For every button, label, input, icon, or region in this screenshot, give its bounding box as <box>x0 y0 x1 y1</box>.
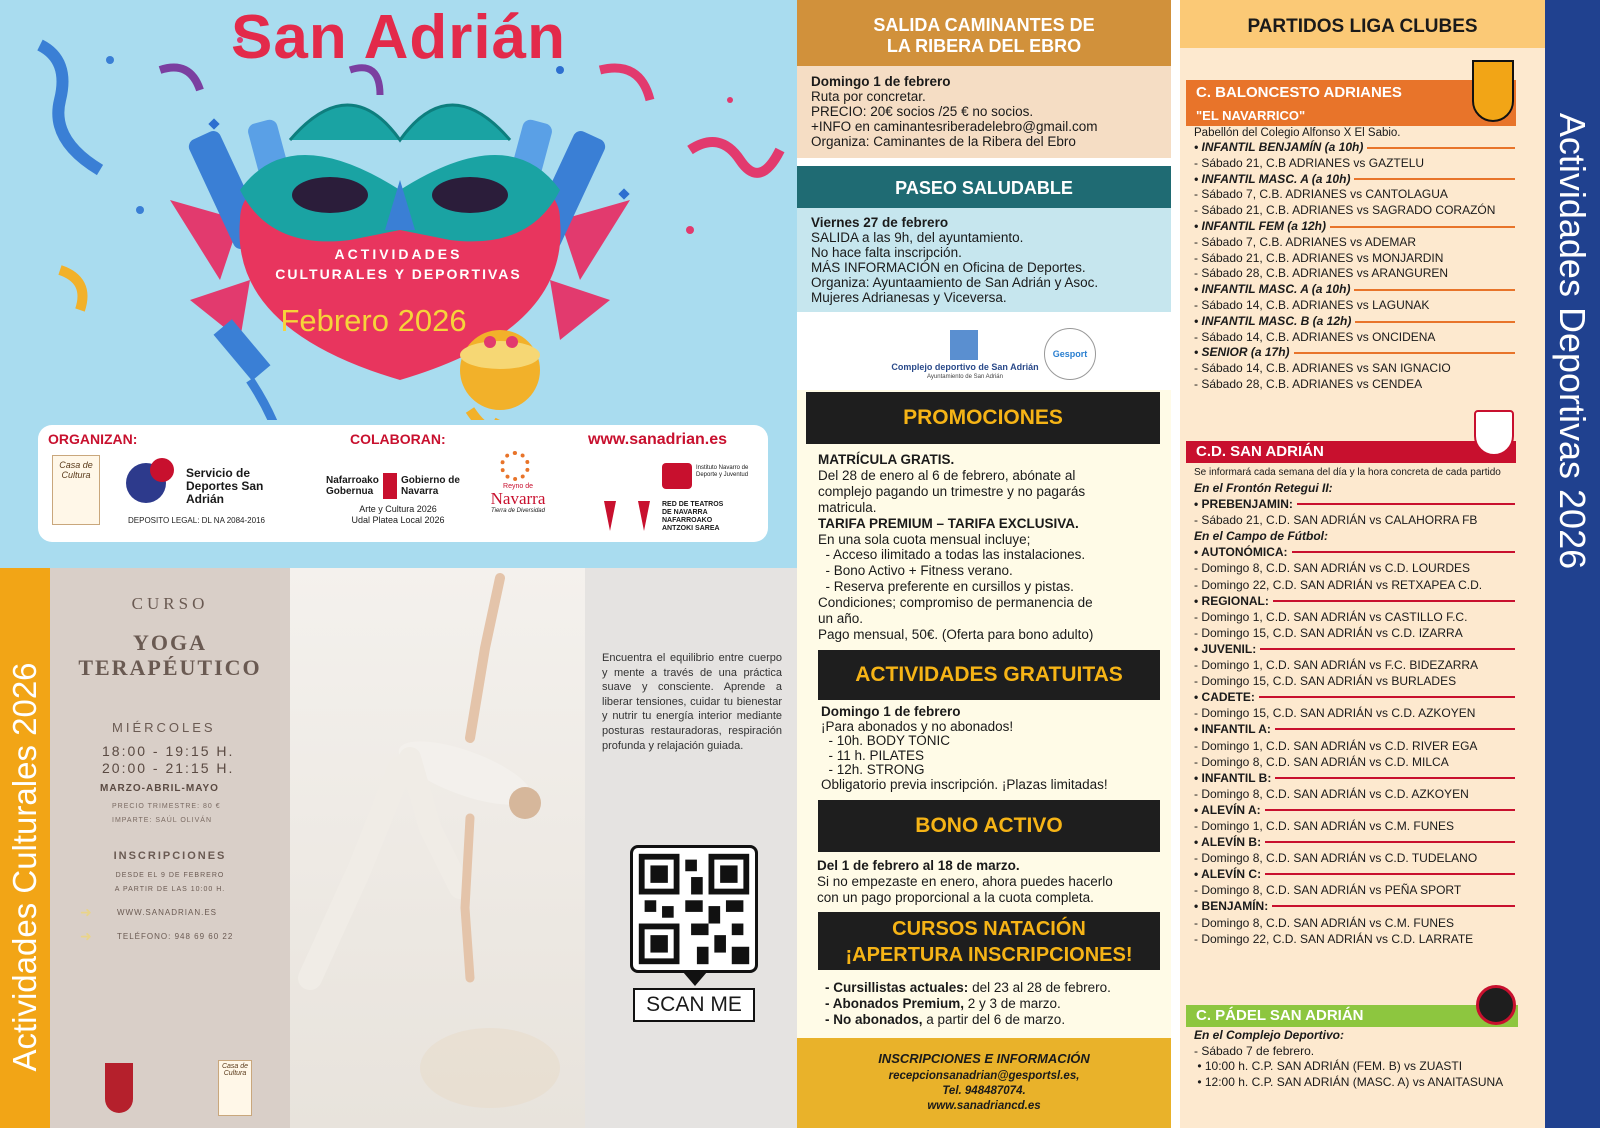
instituto-navarro: Instituto Navarro de Deporte y Juventud <box>696 465 749 478</box>
colaboran-label: COLABORAN: <box>350 431 446 447</box>
category-label: • AUTONÓMICA: <box>1194 545 1288 560</box>
category-divider <box>1265 841 1515 843</box>
venue-label: En el Complejo Deportivo: <box>1194 1028 1345 1042</box>
match-label: - Sábado 7, C.B. ADRIANES vs ADEMAR <box>1194 234 1417 249</box>
servicio-deportes-text: Servicio de Deportes San Adrián <box>186 466 264 506</box>
left-vertical-title: Actividades Culturales 2026 <box>6 662 43 1072</box>
town-shield-logo <box>105 1063 133 1113</box>
caminantes-date: Domingo 1 de febrero <box>811 74 951 89</box>
match-label: - Domingo 8, C.D. SAN ADRIÁN vs PEÑA SPORT <box>1194 883 1462 898</box>
match-row <box>1194 377 1539 393</box>
complejo-name: Complejo deportivo de San Adrián <box>891 362 1039 372</box>
casa-cultura-logo-small: Casa de Cultura <box>218 1060 252 1116</box>
category-row <box>1194 544 1539 560</box>
natacion-line-bold: - No abonados, <box>825 1012 923 1027</box>
yoga-months: MARZO-ABRIL-MAYO <box>100 783 219 794</box>
match-row <box>1194 1044 1539 1060</box>
match-label: - Domingo 1, C.D. SAN ADRIÁN vs C.D. RIVER EGA <box>1194 738 1478 753</box>
cd-list <box>1194 480 1539 947</box>
gratuitas-line: - 11 h. PILATES <box>821 747 925 763</box>
category-label: • INFANTIL MASC. B (a 12h) <box>1194 313 1352 328</box>
match-row <box>1194 298 1539 314</box>
promo-line: Del 28 de enero al 6 de febrero, abónate al <box>818 467 1076 483</box>
yoga-desde: DESDE EL 9 DE FEBRERO <box>115 872 225 879</box>
gobierno-navarra: Gobierno de Navarra <box>401 475 460 497</box>
caminantes-line: PRECIO: 20€ socios /25 € no socios. <box>811 104 1034 119</box>
match-row <box>1194 657 1539 673</box>
match-label: - Sábado 14, C.B. ADRIANES vs ONCIDENA <box>1194 329 1436 344</box>
category-divider <box>1260 648 1515 650</box>
match-label: - Domingo 1, C.D. SAN ADRIÁN vs CASTILLO F.C. <box>1194 609 1468 624</box>
yoga-web[interactable]: WWW.SANADRIAN.ES <box>117 908 218 917</box>
reyno-navarra-flower-icon <box>500 451 530 481</box>
baloncesto-list <box>1194 140 1539 393</box>
category-label: • ALEVÍN B: <box>1194 835 1262 850</box>
match-row <box>1194 818 1539 834</box>
caminantes-title-2: LA RIBERA DEL EBRO <box>886 36 1082 56</box>
caminantes-header <box>797 0 1171 66</box>
promo-line: matricula. <box>818 499 877 515</box>
promo-line: Condiciones; compromiso de permanencia de <box>818 595 1093 611</box>
arte-cultura: Arte y Cultura 2026 <box>359 504 437 514</box>
paseo-line: Organiza: Ayuntaamiento de San Adrián y Asoc. <box>811 275 1099 290</box>
category-label: • INFANTIL A: <box>1194 722 1271 737</box>
category-row <box>1194 219 1539 235</box>
servicio-deportes-dot-icon <box>150 458 174 482</box>
right-vertical-title: Actividades Deportivas 2026 <box>1552 112 1593 570</box>
promo-line: En una sola cuota mensual incluye; <box>818 531 1031 547</box>
padel-header: C. PÁDEL SAN ADRIÁN <box>1186 1005 1518 1027</box>
inscripciones-email[interactable]: recepcionsanadrian@gesportsl.es, <box>888 1070 1080 1082</box>
red-teatros-icon-2 <box>638 501 650 531</box>
qr-code[interactable] <box>630 845 758 973</box>
category-label: • INFANTIL FEM (a 12h) <box>1194 218 1326 233</box>
category-label: • PREBENJAMIN: <box>1194 497 1293 512</box>
natacion-line-text: 2 y 3 de marzo. <box>964 996 1061 1011</box>
category-row <box>1194 721 1539 737</box>
category-divider <box>1272 905 1515 907</box>
category-divider <box>1367 147 1515 149</box>
category-label: • SENIOR (a 17h) <box>1194 345 1290 360</box>
deposito-legal: DEPOSITO LEGAL: DL NA 2084-2016 <box>128 516 265 525</box>
poster-title: San Adrián <box>231 3 566 72</box>
yoga-telefono: TELÉFONO: 948 69 60 22 <box>117 932 234 941</box>
match-label: • 12:00 h. C.P. SAN ADRIÁN (MASC. A) vs ANAITASUNA <box>1194 1074 1504 1089</box>
match-label: - Domingo 8, C.D. SAN ADRIÁN vs C.D. AZKOYEN <box>1194 786 1469 801</box>
match-row <box>1194 235 1539 251</box>
cd-header: C.D. SAN ADRIÁN <box>1186 441 1516 463</box>
caminantes-body <box>797 66 1171 158</box>
reyno-navarra: Navarra <box>490 489 546 508</box>
match-row <box>1194 187 1539 203</box>
gratuitas-line: - 10h. BODY TONIC <box>821 733 951 749</box>
match-label: - Sábado 21, C.B ADRIANES vs GAZTELU <box>1194 155 1425 170</box>
organizan-label: ORGANIZAN: <box>48 431 138 447</box>
match-label: - Sábado 21, C.B. ADRIANES vs MONJARDIN <box>1194 250 1444 265</box>
match-label: - Domingo 8, C.D. SAN ADRIÁN vs C.D. TUDELANO <box>1194 851 1478 866</box>
tierra-diversidad: Tierra de Diversidad <box>491 508 545 514</box>
promo-line: Pago mensual, 50€. (Oferta para bono adulto) <box>818 626 1094 642</box>
category-divider <box>1330 226 1515 228</box>
paseo-line: SALIDA a las 9h, del ayuntamiento. <box>811 230 1024 245</box>
match-label: - Domingo 8, C.D. SAN ADRIÁN vs C.D. MILCA <box>1194 754 1449 769</box>
paseo-line: Mujeres Adrianesas y Viceversa. <box>811 290 1007 305</box>
natacion-line-bold: - Abonados Premium, <box>825 996 965 1011</box>
paseo-body <box>797 208 1171 312</box>
promociones-body <box>818 452 1168 643</box>
match-label: - Domingo 15, C.D. SAN ADRIÁN vs C.D. IZARRA <box>1194 625 1463 640</box>
cd-shield-logo <box>1474 410 1514 456</box>
caminantes-title-1: SALIDA CAMINANTES DE <box>873 15 1095 35</box>
category-label: • INFANTIL MASC. A (a 10h) <box>1194 282 1351 297</box>
category-divider <box>1265 873 1515 875</box>
natacion-line-text: del 23 al 28 de febrero. <box>968 980 1111 995</box>
paseo-header <box>797 166 1171 208</box>
category-row <box>1194 314 1539 330</box>
match-label: - Sábado 14, C.B. ADRIANES vs SAN IGNACIO <box>1194 361 1451 376</box>
match-row <box>1194 203 1539 219</box>
match-label: - Sábado 21, C.D. SAN ADRIÁN vs CALAHORRA FB <box>1194 513 1478 528</box>
category-label: • CADETE: <box>1194 690 1255 705</box>
category-row <box>1194 689 1539 705</box>
bono-header: BONO ACTIVO <box>818 800 1160 852</box>
venue-label: En el Frontón Retegui II: <box>1194 481 1333 495</box>
arrow-right-icon: ➜ <box>80 904 92 920</box>
match-row <box>1194 1075 1539 1091</box>
category-divider <box>1354 178 1515 180</box>
category-row <box>1194 898 1539 914</box>
promo-line: - Reserva preferente en cursillos y pistas. <box>818 579 1074 595</box>
match-row <box>1194 625 1539 641</box>
category-divider <box>1355 321 1515 323</box>
category-label: • INFANTIL B: <box>1194 770 1272 785</box>
poster-month: Febrero 2026 <box>280 303 467 338</box>
poster-subtitle-2: CULTURALES Y DEPORTIVAS <box>275 266 522 282</box>
match-label: - Sábado 21, C.B. ADRIANES vs SAGRADO CORAZÓN <box>1194 203 1496 218</box>
match-label: - Domingo 15, C.D. SAN ADRIÁN vs C.D. AZKOYEN <box>1194 706 1476 721</box>
category-divider <box>1273 600 1515 602</box>
match-label: - Domingo 1, C.D. SAN ADRIÁN vs F.C. BIDEZARRA <box>1194 658 1479 673</box>
match-label: - Domingo 22, C.D. SAN ADRIÁN vs C.D. LARRATE <box>1194 931 1474 946</box>
venue-label: En el Campo de Fútbol: <box>1194 529 1328 544</box>
match-label: - Sábado 28, C.B. ADRIANES vs CENDEA <box>1194 376 1423 391</box>
yoga-description: Encuentra el equilibrio entre cuerpo y mente a través de una práctica suave y consciente. Aprende a liberar tensiones, cuidar tu bienestar y nutrir tu energía interior mediante posturas restauradoras, respiración profunda y relajación guiada. <box>602 652 782 752</box>
baloncesto-venue: Pabellón del Colegio Alfonso X El Sabio. <box>1194 127 1401 139</box>
yoga-precio: PRECIO TRIMESTRE: 80 € <box>112 803 221 810</box>
baloncesto-sub: "EL NAVARRICO" <box>1186 106 1516 126</box>
poster-subtitle-1: ACTIVIDADES <box>334 246 463 262</box>
match-label: - Sábado 14, C.B. ADRIANES vs LAGUNAK <box>1194 297 1430 312</box>
match-row <box>1194 577 1539 593</box>
category-row <box>1194 593 1539 609</box>
category-row <box>1194 282 1539 298</box>
match-row <box>1194 609 1539 625</box>
bono-line: Si no empezaste en enero, ahora puedes hacerlo <box>817 874 1113 889</box>
category-divider <box>1275 728 1515 730</box>
category-label: • BENJAMÍN: <box>1194 899 1269 914</box>
match-row <box>1194 705 1539 721</box>
instituto-logo-icon <box>662 463 692 489</box>
match-label: - Domingo 8, C.D. SAN ADRIÁN vs C.M. FUNES <box>1194 915 1455 930</box>
caminantes-line: Ruta por concretar. <box>811 89 926 104</box>
category-row <box>1194 140 1539 156</box>
reyno-de: Reyno de <box>503 483 533 490</box>
category-label: • JUVENIL: <box>1194 641 1257 656</box>
yoga-panel <box>50 568 290 1128</box>
venue-row <box>1194 528 1539 544</box>
match-label: - Domingo 15, C.D. SAN ADRIÁN vs BURLADES <box>1194 674 1457 689</box>
yoga-time-2: 20:00 - 21:15 H. <box>102 760 235 776</box>
category-label: • ALEVÍN C: <box>1194 867 1262 882</box>
category-divider <box>1275 777 1515 779</box>
venue-row <box>1194 1028 1539 1044</box>
category-divider <box>1265 809 1515 811</box>
gratuitas-line: ¡Para abonados y no abonados! <box>821 718 1014 734</box>
yoga-imparte: IMPARTE: SAÚL OLIVÁN <box>112 817 213 824</box>
cd-note: Se informará cada semana del día y la hora concreta de cada partido <box>1194 467 1501 478</box>
promo-line: - Bono Activo + Fitness verano. <box>818 563 1013 579</box>
website-link[interactable]: www.sanadrian.es <box>588 431 728 448</box>
category-divider <box>1354 289 1515 291</box>
natacion-body <box>825 980 1171 1028</box>
paseo-title: PASEO SALUDABLE <box>895 178 1073 198</box>
yoga-curso: CURSO <box>131 594 209 613</box>
udal-platea: Udal Platea Local 2026 <box>351 515 445 525</box>
gratuitas-body <box>821 705 1171 793</box>
caminantes-line: Organiza: Caminantes de la Ribera del Ebro <box>811 134 1076 149</box>
padel-list <box>1194 1028 1539 1090</box>
baloncesto-header: C. BALONCESTO ADRIANES <box>1186 80 1516 106</box>
match-row <box>1194 1059 1539 1075</box>
match-label: - Domingo 22, C.D. SAN ADRIÁN vs RETXAPEA C.D. <box>1194 577 1483 592</box>
match-row <box>1194 931 1539 947</box>
category-row <box>1194 345 1539 361</box>
yoga-description-panel <box>585 568 797 1128</box>
category-row <box>1194 496 1539 512</box>
yoga-inscripciones: INSCRIPCIONES <box>113 850 227 862</box>
yoga-photo <box>290 568 585 1128</box>
red-teatros-icon-1 <box>604 501 616 531</box>
category-row <box>1194 834 1539 850</box>
category-label: • ALEVÍN A: <box>1194 802 1261 817</box>
arrow-right-icon: ➜ <box>80 928 92 944</box>
promo-line: un año. <box>818 611 864 627</box>
category-label: • INFANTIL BENJAMÍN (a 10h) <box>1194 140 1364 154</box>
scan-me-label[interactable]: SCAN ME <box>633 988 755 1022</box>
natacion-title-2: ¡APERTURA INSCRIPCIONES! <box>845 944 1133 966</box>
match-row <box>1194 673 1539 689</box>
match-row <box>1194 560 1539 576</box>
qr-pointer-icon <box>683 972 707 986</box>
padel-logo <box>1476 985 1516 1025</box>
bono-line: con un pago proporcional a la cuota completa. <box>817 890 1094 905</box>
natacion-line <box>825 1012 1171 1028</box>
match-row <box>1194 361 1539 377</box>
match-label: - Sábado 28, C.B. ADRIANES vs ARANGUREN <box>1194 266 1449 281</box>
natacion-header <box>818 912 1160 970</box>
category-divider <box>1259 696 1515 698</box>
promo-line: complejo pagando un trimestre y no pagarás <box>818 483 1086 499</box>
baloncesto-shield-logo <box>1472 60 1514 122</box>
match-row <box>1194 754 1539 770</box>
category-row <box>1194 770 1539 786</box>
natacion-line-text: a partir del 6 de marzo. <box>922 1012 1066 1027</box>
gratuitas-line: Domingo 1 de febrero <box>821 704 961 719</box>
match-row <box>1194 786 1539 802</box>
match-row <box>1194 266 1539 282</box>
match-row <box>1194 330 1539 346</box>
gratuitas-header: ACTIVIDADES GRATUITAS <box>818 650 1160 700</box>
inscripciones-footer <box>797 1038 1171 1128</box>
category-divider <box>1294 352 1515 354</box>
red-teatros: RED DE TEATROS DE NAVARRA NAFARROAKO ANTZOKI SAREA <box>662 501 724 532</box>
nafarroako-gobernua: Nafarroako Gobernua <box>326 475 379 497</box>
inscripciones-title: INSCRIPCIONES E INFORMACIÓN <box>878 1051 1090 1066</box>
match-label: - Sábado 7, C.B. ADRIANES vs CANTOLAGUA <box>1194 187 1448 202</box>
promo-line: - Acceso ilimitado a todas las instalaciones. <box>818 547 1086 563</box>
category-row <box>1194 802 1539 818</box>
bono-line: Del 1 de febrero al 18 de marzo. <box>817 858 1020 873</box>
match-row <box>1194 738 1539 754</box>
paseo-date: Viernes 27 de febrero <box>811 215 949 230</box>
complejo-sub: Ayuntamiento de San Adrián <box>927 374 1003 380</box>
natacion-line <box>825 996 1171 1012</box>
category-row <box>1194 866 1539 882</box>
yoga-partir: A PARTIR DE LAS 10:00 H. <box>114 886 226 893</box>
match-label: - Domingo 1, C.D. SAN ADRIÁN vs C.M. FUNES <box>1194 818 1455 833</box>
gratuitas-line: Obligatorio previa inscripción. ¡Plazas limitadas! <box>821 776 1108 792</box>
match-row <box>1194 850 1539 866</box>
paseo-line: No hace falta inscripción. <box>811 245 962 260</box>
venue-row <box>1194 480 1539 496</box>
category-row <box>1194 172 1539 188</box>
match-row <box>1194 251 1539 267</box>
match-row <box>1194 156 1539 172</box>
match-label: • 10:00 h. C.P. SAN ADRIÁN (FEM. B) vs ZUASTI <box>1194 1059 1463 1073</box>
yoga-time-1: 18:00 - 19:15 H. <box>102 743 235 759</box>
caminantes-line: +INFO en caminantesriberadelebro@gmail.com <box>811 119 1098 134</box>
inscripciones-tel: Tel. 948487074. <box>942 1085 1026 1097</box>
liga-title: PARTIDOS LIGA CLUBES <box>1180 0 1545 48</box>
casa-cultura-logo: Casa de Cultura <box>52 455 100 525</box>
yoga-title-1: YOGA <box>133 630 207 655</box>
natacion-line <box>825 980 1171 996</box>
right-vertical-bar <box>1545 0 1600 1128</box>
complejo-logo-icon <box>950 330 978 360</box>
inscripciones-web[interactable]: www.sanadriancd.es <box>927 1100 1041 1112</box>
match-label: - Sábado 7 de febrero. <box>1194 1043 1315 1058</box>
yoga-title-2: TERAPÉUTICO <box>78 655 262 680</box>
match-row <box>1194 915 1539 931</box>
category-divider <box>1292 551 1515 553</box>
promo-line: TARIFA PREMIUM – TARIFA EXCLUSIVA. <box>818 515 1079 531</box>
qr-code-icon <box>633 848 755 970</box>
promociones-header: PROMOCIONES <box>806 392 1160 444</box>
natacion-line-bold: - Cursillistas actuales: <box>825 980 969 995</box>
navarra-shield-icon <box>383 473 397 499</box>
gesport-logo: Gesport <box>1044 328 1096 380</box>
category-row <box>1194 641 1539 657</box>
gratuitas-line: - 12h. STRONG <box>821 762 925 778</box>
natacion-title-1: CURSOS NATACIÓN <box>892 918 1086 940</box>
sponsors-box <box>38 425 768 542</box>
yoga-pose-illustration <box>290 568 585 1128</box>
bono-body <box>817 858 1167 906</box>
match-row <box>1194 512 1539 528</box>
category-label: • REGIONAL: <box>1194 593 1269 608</box>
match-row <box>1194 882 1539 898</box>
match-label: - Domingo 8, C.D. SAN ADRIÁN vs C.D. LOURDES <box>1194 561 1471 576</box>
paseo-line: MÁS INFORMACIÓN en Oficina de Deportes. <box>811 260 1086 275</box>
category-divider <box>1297 503 1515 505</box>
poster <box>0 0 797 568</box>
yoga-day: MIÉRCOLES <box>112 720 216 735</box>
left-vertical-bar <box>0 568 50 1128</box>
promo-line: MATRÍCULA GRATIS. <box>818 452 955 467</box>
category-label: • INFANTIL MASC. A (a 10h) <box>1194 171 1351 186</box>
